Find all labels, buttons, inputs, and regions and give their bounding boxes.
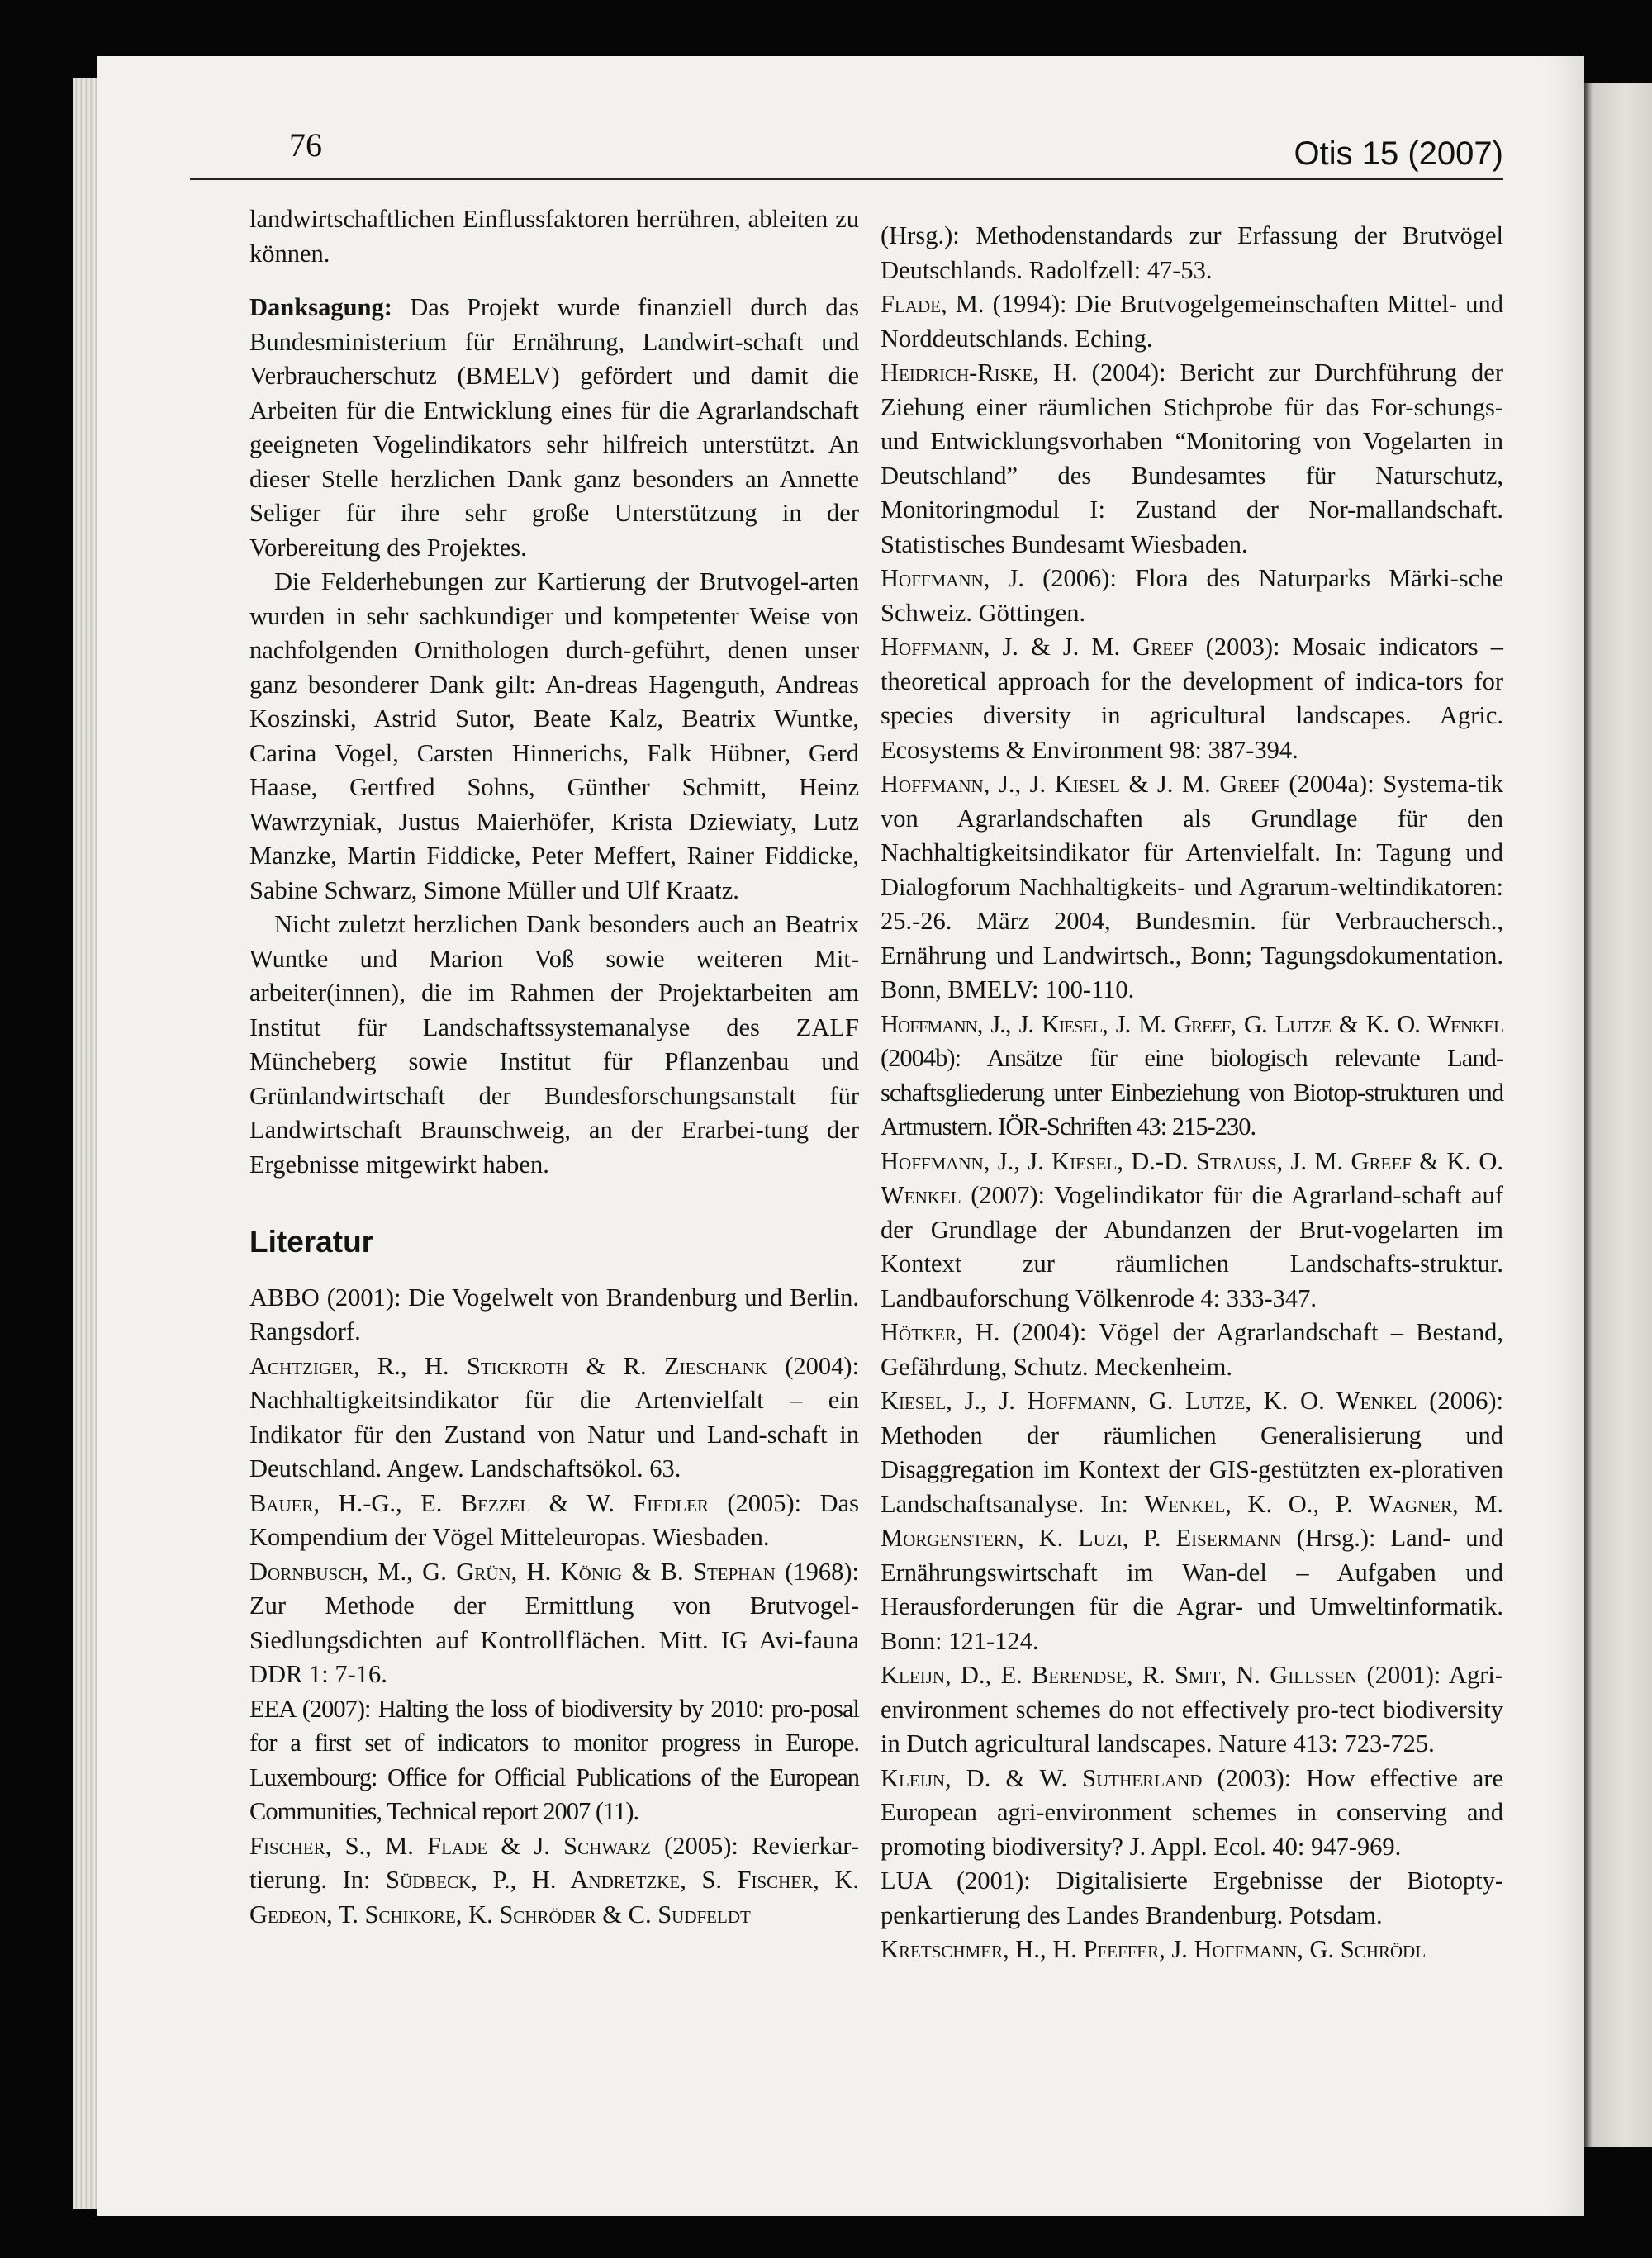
- reference-entry: EEA (2007): Halting the loss of biodiversity by 2010: pro-posal for a first set of indicators to monitor progress in Europe. Luxembourg: Office for Official Publications of the European Communities, Technical report 2007 (11).: [249, 1694, 859, 1825]
- reference-entry: Hoffmann, J. & J. M. Greef (2003): Mosaic indicators – theoretical approach for the development of indica-tors for species diversity in agricultural landscapes. Agric. Ecosystems & Environment 98: 387-394.: [881, 633, 1503, 764]
- literature-heading: Literatur: [249, 1225, 374, 1259]
- reference-entry: (Hrsg.): Methodenstandards zur Erfassung der Brutvögel Deutschlands. Radolfzell: 47-53.: [881, 221, 1503, 284]
- reference-entry: Kiesel, J., J. Hoffmann, G. Lutze, K. O. Wenkel (2006): Methoden der räumlichen Generalisierung und Disaggregation im Kontext der GIS-gestützten ex-plorativen Landschaftsanalyse. In: Wenkel, K. O., P. Wagner, M. Morgenstern, K. Luzi, P. Eisermann (Hrsg.): Land- und Ernährungswirtschaft im Wan-del – Aufgaben und Herausforderungen für die Agrar- und Umweltinformatik. Bonn: 121-124.: [881, 1387, 1503, 1655]
- page-header: [190, 124, 1503, 180]
- field-survey-paragraph: Die Felderhebungen zur Kartierung der Brutvogel-arten wurden in sehr sachkundiger und kompetenter Weise von nachfolgenden Ornithologen durch-geführt, denen unser ganz besonderer Dank gilt: An-dreas Hagenguth, Andreas Koszinski, Astrid Sutor, Beate Kalz, Beatrix Wuntke, Carina Vogel, Carsten Hinnerichs, Falk Hübner, Gerd Haase, Gertfred Sohns, Günther Schmitt, Heinz Wawrzyniak, Justus Maierhöfer, Krista Dziewiaty, Lutz Manzke, Martin Fiddicke, Peter Meffert, Rainer Fiddicke, Sabine Schwarz, Simone Müller und Ulf Kraatz.: [249, 567, 859, 904]
- reference-entry: Fischer, S., M. Flade & J. Schwarz (2005): Revierkar-tierung. In: Südbeck, P., H. Andretzke, S. Fischer, K. Gedeon, T. Schikore, K. Schröder & C. Sudfeldt: [249, 1831, 859, 1928]
- reference-entry: Dornbusch, M., G. Grün, H. König & B. Stephan (1968): Zur Methode der Ermittlung von Brutvogel-Siedlungsdichten auf Kontrollflächen. Mitt. IG Avi-fauna DDR 1: 7-16.: [249, 1557, 859, 1688]
- acknowledgement-text: Das Projekt wurde finanziell durch das Bundesministerium für Ernährung, Landwirt-schaft und Verbraucherschutz (BMELV) gefördert und damit die Arbeiten für die Entwicklung eines für die Agrarlandschaft geeigneten Vogelindikators sehr hilfreich unterstützt. An dieser Stelle herzlichen Dank ganz besonders an Annette Seliger für ihre sehr große Unterstützung in der Vorbereitung des Projektes.: [249, 293, 859, 562]
- reference-entry: Hötker, H. (2004): Vögel der Agrarlandschaft – Bestand, Gefährdung, Schutz. Meckenheim.: [881, 1318, 1503, 1381]
- reference-entry: Kretschmer, H., H. Pfeffer, J. Hoffmann, G. Schrödl: [881, 1935, 1427, 1963]
- reference-entry: Flade, M. (1994): Die Brutvogelgemeinschaften Mittel- und Norddeutschlands. Eching.: [881, 290, 1503, 353]
- reference-entry: Bauer, H.-G., E. Bezzel & W. Fiedler (2005): Das Kompendium der Vögel Mitteleuropas. Wiesbaden.: [249, 1488, 859, 1551]
- thanks-paragraph: Nicht zuletzt herzlichen Dank besonders auch an Beatrix Wuntke und Marion Voß sowie weiteren Mit-arbeiter(innen), die im Rahmen der Projektarbeiten am Institut für Landschaftssystemanalyse des ZALF Müncheberg sowie Institut für Pflanzenbau und Grünlandwirtschaft der Bundesforschungsanstalt für Landwirtschaft Braunschweig, an der Erarbei-tung der Ergebnisse mitgewirkt haben.: [249, 910, 859, 1179]
- left-column: [249, 202, 859, 1932]
- facing-page-edge: [1584, 83, 1652, 2147]
- reference-entry: Hoffmann, J., J. Kiesel, D.-D. Strauß, J. M. Greef & K. O. Wenkel (2007): Vogelindikator für die Agrarland-schaft auf der Grundlage der Abundanzen der Brut-vogelarten im Kontext zur räumlichen Landschafts-struktur. Landbauforschung Völkenrode 4: 333-347.: [881, 1146, 1503, 1312]
- reference-entry: Achtziger, R., H. Stickroth & R. Zieschank (2004): Nachhaltigkeitsindikator für die Artenvielfalt – ein Indikator für den Zustand von Natur und Land-schaft in Deutschland. Angew. Landschaftsökol. 63.: [249, 1351, 859, 1482]
- intro-text: landwirtschaftlichen Einflussfaktoren herrühren, ableiten zu können.: [249, 205, 859, 268]
- reference-entry: Kleijn, D. & W. Sutherland (2003): How effective are European agri-environment schemes in conserving and promoting biodiversity? J. Appl. Ecol. 40: 947-969.: [881, 1763, 1504, 1861]
- reference-entry: LUA (2001): Digitalisierte Ergebnisse der Biotopty-penkartierung des Landes Brandenburg. Potsdam.: [881, 1867, 1503, 1929]
- reference-entry: Heidrich-Riske, H. (2004): Bericht zur Durchführung der Ziehung einer räumlichen Stichprobe für das For-schungs- und Entwicklungsvorhaben “Monitoring von Vogelarten in Deutschland” des Bundesamtes für Naturschutz, Monitoringmodul I: Zustand der Nor-mallandschaft. Statistisches Bundesamt Wiesbaden.: [881, 358, 1503, 558]
- acknowledgement-label: Danksagung:: [249, 293, 392, 321]
- reference-entry: Kleijn, D., E. Berendse, R. Smit, N. Gillssen (2001): Agri-environment schemes do not effectively pro-tect biodiversity in Dutch agricultural landscapes. Nature 413: 723-725.: [881, 1661, 1503, 1758]
- acknowledgement-paragraph: [249, 291, 859, 565]
- right-column: [881, 219, 1503, 1967]
- reference-entry: Hoffmann, J., J. Kiesel, J. M. Greef, G. Lutze & K. O. Wenkel (2004b): Ansätze für eine biologisch relevante Land-schaftsgliederung unter Einbeziehung von Biotop-strukturen und Artmustern. IÖR-Schriften 43: 215-230.: [881, 1009, 1503, 1141]
- reference-entry: Hoffmann, J., J. Kiesel & J. M. Greef (2004a): Systema-tik von Agrarlandschaften als Grundlage für den Nachhaltigkeitsindikator für Artenvielfalt. In: Tagung und Dialogforum Nachhaltigkeits- und Agrarum-weltindikatoren: 25.-26. März 2004, Bundesmin. für Verbrauchersch., Ernährung und Landwirtsch., Bonn; Tagungsdokumentation. Bonn, BMELV: 100-110.: [881, 770, 1503, 1003]
- journal-reference: Otis 15 (2007): [1294, 135, 1503, 172]
- page-stack-edge: [73, 78, 101, 2209]
- reference-entry: ABBO (2001): Die Vogelwelt von Brandenburg und Berlin. Rangsdorf.: [249, 1283, 859, 1345]
- page-number: 76: [289, 126, 322, 164]
- reference-entry: Hoffmann, J. (2006): Flora des Naturparks Märki-sche Schweiz. Göttingen.: [881, 564, 1503, 627]
